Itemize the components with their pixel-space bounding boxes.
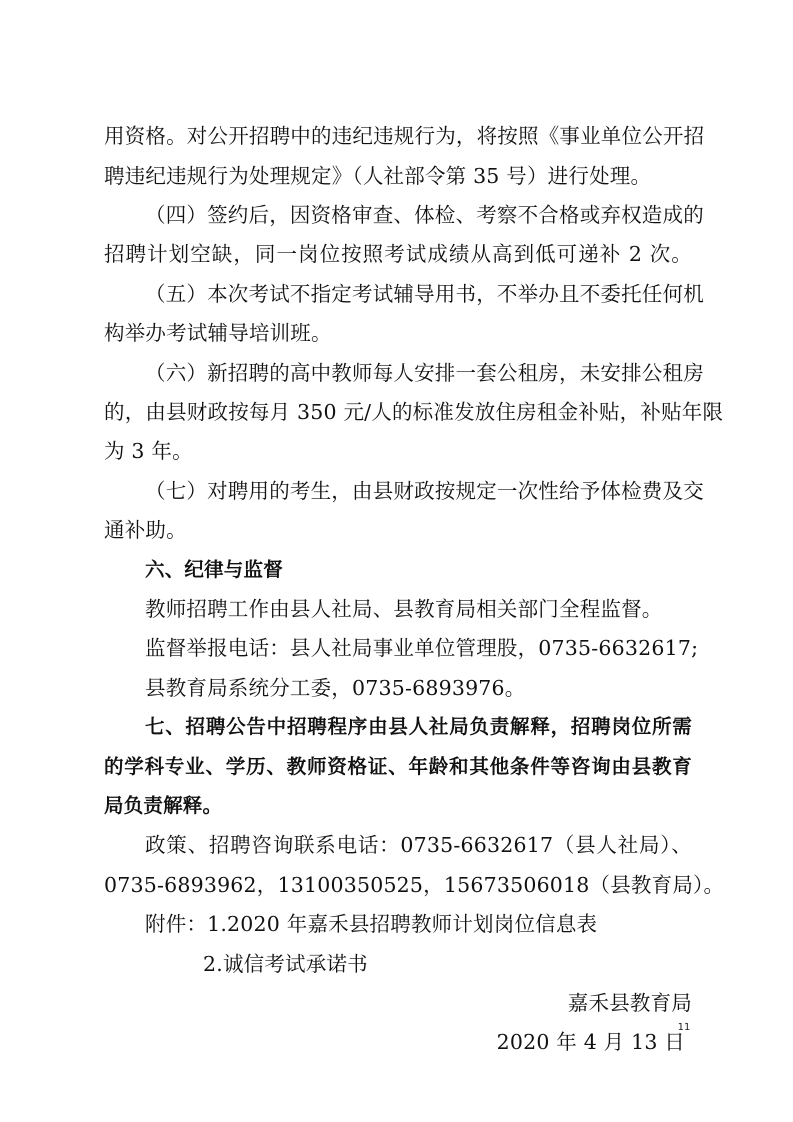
section-heading: 的学科专业、学历、教师资格证、年龄和其他条件等咨询由县教育	[104, 755, 692, 778]
paragraph-line: 构举办考试辅导培训班。	[104, 321, 332, 345]
paragraph-line: 教师招聘工作由县人社局、县教育局相关部门全程监督。	[145, 597, 663, 621]
paragraph-line: 监督举报电话：县人社局事业单位管理股，0735-6632617;	[145, 636, 699, 660]
paragraph-line: （五）本次考试不指定考试辅导用书，不举办且不委托任何机	[145, 282, 704, 306]
signature-date: 2020 年 4 月 13 日	[496, 1030, 685, 1054]
page-number: 11	[677, 1022, 691, 1033]
paragraph-line: 政策、招聘咨询联系电话：0735-6632617（县人社局）、	[145, 833, 692, 857]
paragraph-line: （六）新招聘的高中教师每人安排一套公租房，未安排公租房	[145, 361, 704, 385]
signature-org: 嘉禾县教育局	[567, 991, 692, 1015]
paragraph-line: 招聘计划空缺，同一岗位按照考试成绩从高到低可递补 2 次。	[104, 242, 692, 266]
paragraph-line: 聘违纪违规行为处理规定》（人社部令第 35 号）进行处理。	[104, 164, 652, 188]
paragraph-line: 县教育局系统分工委，0735-6893976。	[145, 676, 526, 700]
paragraph-line: 用资格。对公开招聘中的违纪违规行为，将按照《事业单位公开招	[104, 124, 705, 148]
paragraph-line: （四）签约后，因资格审查、体检、考察不合格或弃权造成的	[145, 203, 704, 227]
section-heading: 七、招聘公告中招聘程序由县人社局负责解释，招聘岗位所需	[145, 715, 692, 738]
paragraph-line: 通补助。	[104, 518, 187, 542]
attachment-line: 2.诚信考试承诺书	[203, 952, 368, 976]
attachment-line: 附件：1.2020 年嘉禾县招聘教师计划岗位信息表	[145, 912, 598, 936]
paragraph-line: 为 3 年。	[104, 439, 193, 463]
paragraph-line: （七）对聘用的考生，由县财政按规定一次性给予体检费及交	[145, 479, 704, 503]
paragraph-line: 的，由县财政按每月 350 元/人的标准发放住房租金补贴，补贴年限	[104, 400, 724, 424]
paragraph-line: 0735-6893962，13100350525，15673506018（县教育局）。	[104, 873, 725, 897]
section-heading: 局负责解释。	[104, 794, 223, 817]
section-heading: 六、纪律与监督	[145, 558, 283, 581]
